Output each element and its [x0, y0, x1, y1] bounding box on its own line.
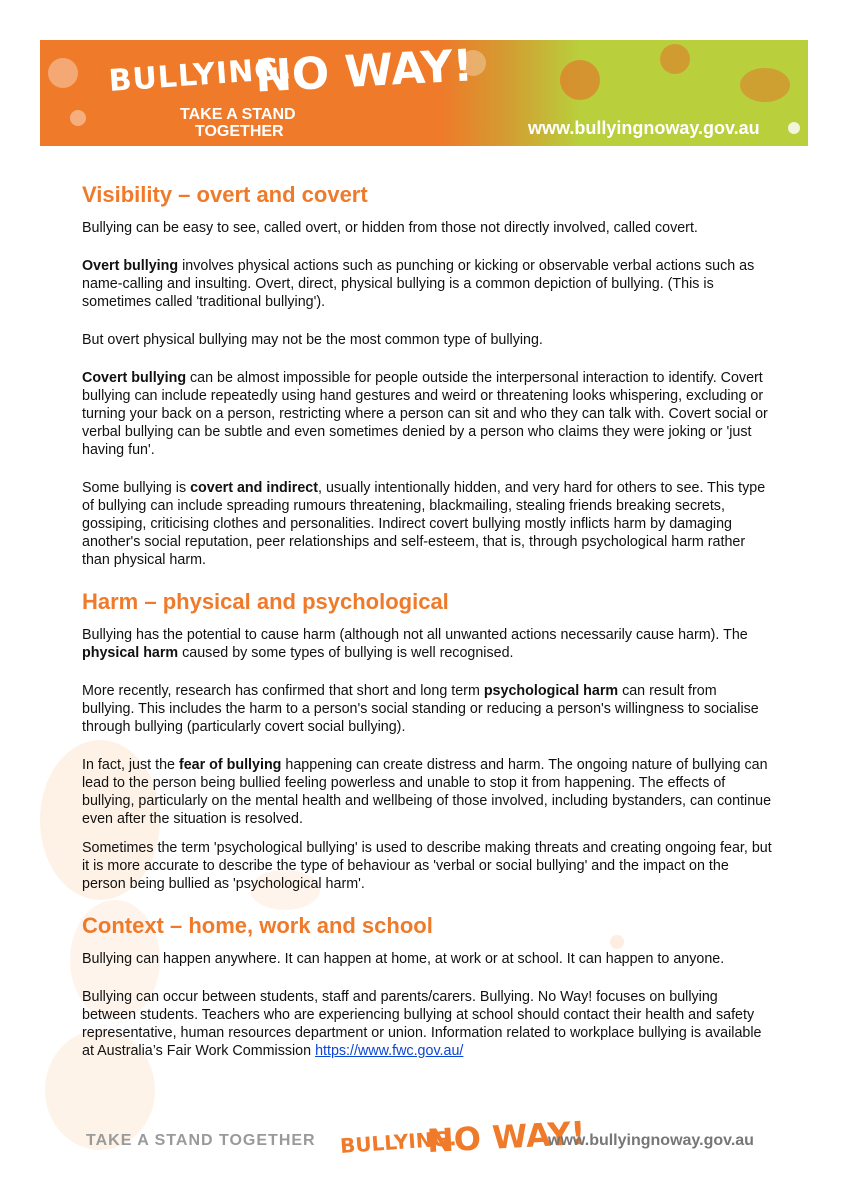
paint-splat-icon [560, 60, 600, 100]
paragraph [82, 369, 772, 459]
paint-splat-icon [740, 68, 790, 102]
section-heading-harm: Harm – physical and psychological [82, 589, 449, 614]
paragraph: But overt physical bullying may not be the most common type of bullying. [82, 332, 543, 348]
bold-term: fear of bullying [178, 757, 282, 773]
fwc-link[interactable]: https://www.fwc.gov.au/ [315, 1043, 464, 1059]
paragraph [82, 756, 772, 828]
paragraph-text: More recently, research has confirmed that short and long term [82, 683, 484, 699]
logo-bullying-text: BULLYING. [107, 51, 294, 99]
document-body [82, 180, 772, 1060]
paragraph-text: Bullying has the potential to cause harm (although not all unwanted actions necessarily cause harm). The [82, 627, 748, 643]
bold-term: psychological harm [483, 683, 619, 699]
header-url-link[interactable]: www.bullyingnoway.gov.au [528, 118, 760, 138]
paint-splat-icon [70, 110, 86, 126]
bold-term: physical harm [82, 645, 179, 661]
paragraph [82, 257, 772, 311]
tagline-line1: TAKE A STAND [180, 106, 296, 123]
paragraph-text: caused by some types of bullying is well recognised. [178, 645, 514, 661]
paint-splat-icon [788, 122, 800, 134]
footer-logo-noway: NO WAY! [426, 1113, 587, 1161]
paragraph [82, 682, 772, 736]
paragraph [82, 988, 772, 1060]
tagline-line2: TOGETHER [195, 123, 284, 140]
paragraph-text: involves physical actions such as punching or kicking or observable verbal actions such as name-calling and insulting. Overt, direct, physical bullying is a common depiction of bullying. (This is sometimes called 'traditional bullying'). [82, 258, 755, 310]
bold-term: Overt bullying [82, 258, 179, 274]
paragraph-text: Some bullying is [82, 480, 191, 496]
header-banner [40, 40, 808, 146]
paint-splat-icon [48, 58, 78, 88]
logo-noway-text: NO WAY! [253, 40, 475, 103]
bold-term: Covert bullying [82, 370, 187, 386]
paragraph-text: Bullying can occur between students, staff and parents/carers. Bullying. No Way! focuses on bullying between students. Teachers who are experiencing bullying at school should contact their health and safety representative, human resources department or union. Information related to workplace bullying is available at Australia’s Fair Work Commission [82, 989, 762, 1059]
paragraph-text: , usually intentionally hidden, and very hard for others to see. This type of bullying can include spreading rumours threatening, blackmailing, stealing friends breaking secrets, gossiping, criticising clothes and personalities. Indirect covert bullying mostly inflicts harm by damaging another's social reputation, peer relationships and self-esteem, that is, through psychological harm rather than physical harm. [82, 480, 766, 568]
footer-logo-bullying: BULLYING. [339, 1125, 458, 1159]
footer [82, 1113, 772, 1161]
section-heading-context: Context – home, work and school [82, 913, 433, 938]
paragraph: Bullying can happen anywhere. It can happen at home, at work or at school. It can happen to anyone. [82, 951, 725, 967]
paragraph: Bullying can be easy to see, called overt, or hidden from those not directly involved, called covert. [82, 220, 698, 236]
paragraph-text: happening can create distress and harm. The ongoing nature of bullying can lead to the person being bullied feeling powerless and unable to stop it from happening. The effects of bullying, particularly on the mental health and wellbeing of those involved, including bystanders, can continue even after the situation is resolved. [82, 757, 772, 827]
paragraph [82, 626, 772, 662]
footer-tagline: TAKE A STAND TOGETHER [86, 1132, 316, 1149]
paragraph-text: can be almost impossible for people outside the interpersonal interaction to identify. Covert bullying can include repeatedly using hand gestures and weird or threatening looks whispering, excluding or turning your back on a person, restricting where a person can sit and who they can talk with. Covert social or verbal bullying can be subtle and even sometimes denied by a person who claims they were joking or 'just having fun'. [82, 370, 768, 458]
paint-splat-icon [660, 44, 690, 74]
paragraph-text: can result from bullying. This includes the harm to a person's social standing or reducing a person's willingness to socialise through bullying (particularly covert social bullying). [82, 683, 759, 735]
paragraph: Sometimes the term 'psychological bullying' is used to describe making threats and creating ongoing fear, but it is more accurate to describe the type of behaviour as 'verbal or social bullying' and the impact on the person being bullied as 'psychological harm'. [82, 840, 772, 892]
footer-url-link[interactable]: www.bullyingnoway.gov.au [548, 1132, 754, 1149]
bold-term: covert and indirect [190, 480, 318, 496]
section-heading-visibility: Visibility – overt and covert [82, 182, 368, 207]
paragraph-text: In fact, just the [82, 757, 179, 773]
paragraph [82, 479, 772, 569]
